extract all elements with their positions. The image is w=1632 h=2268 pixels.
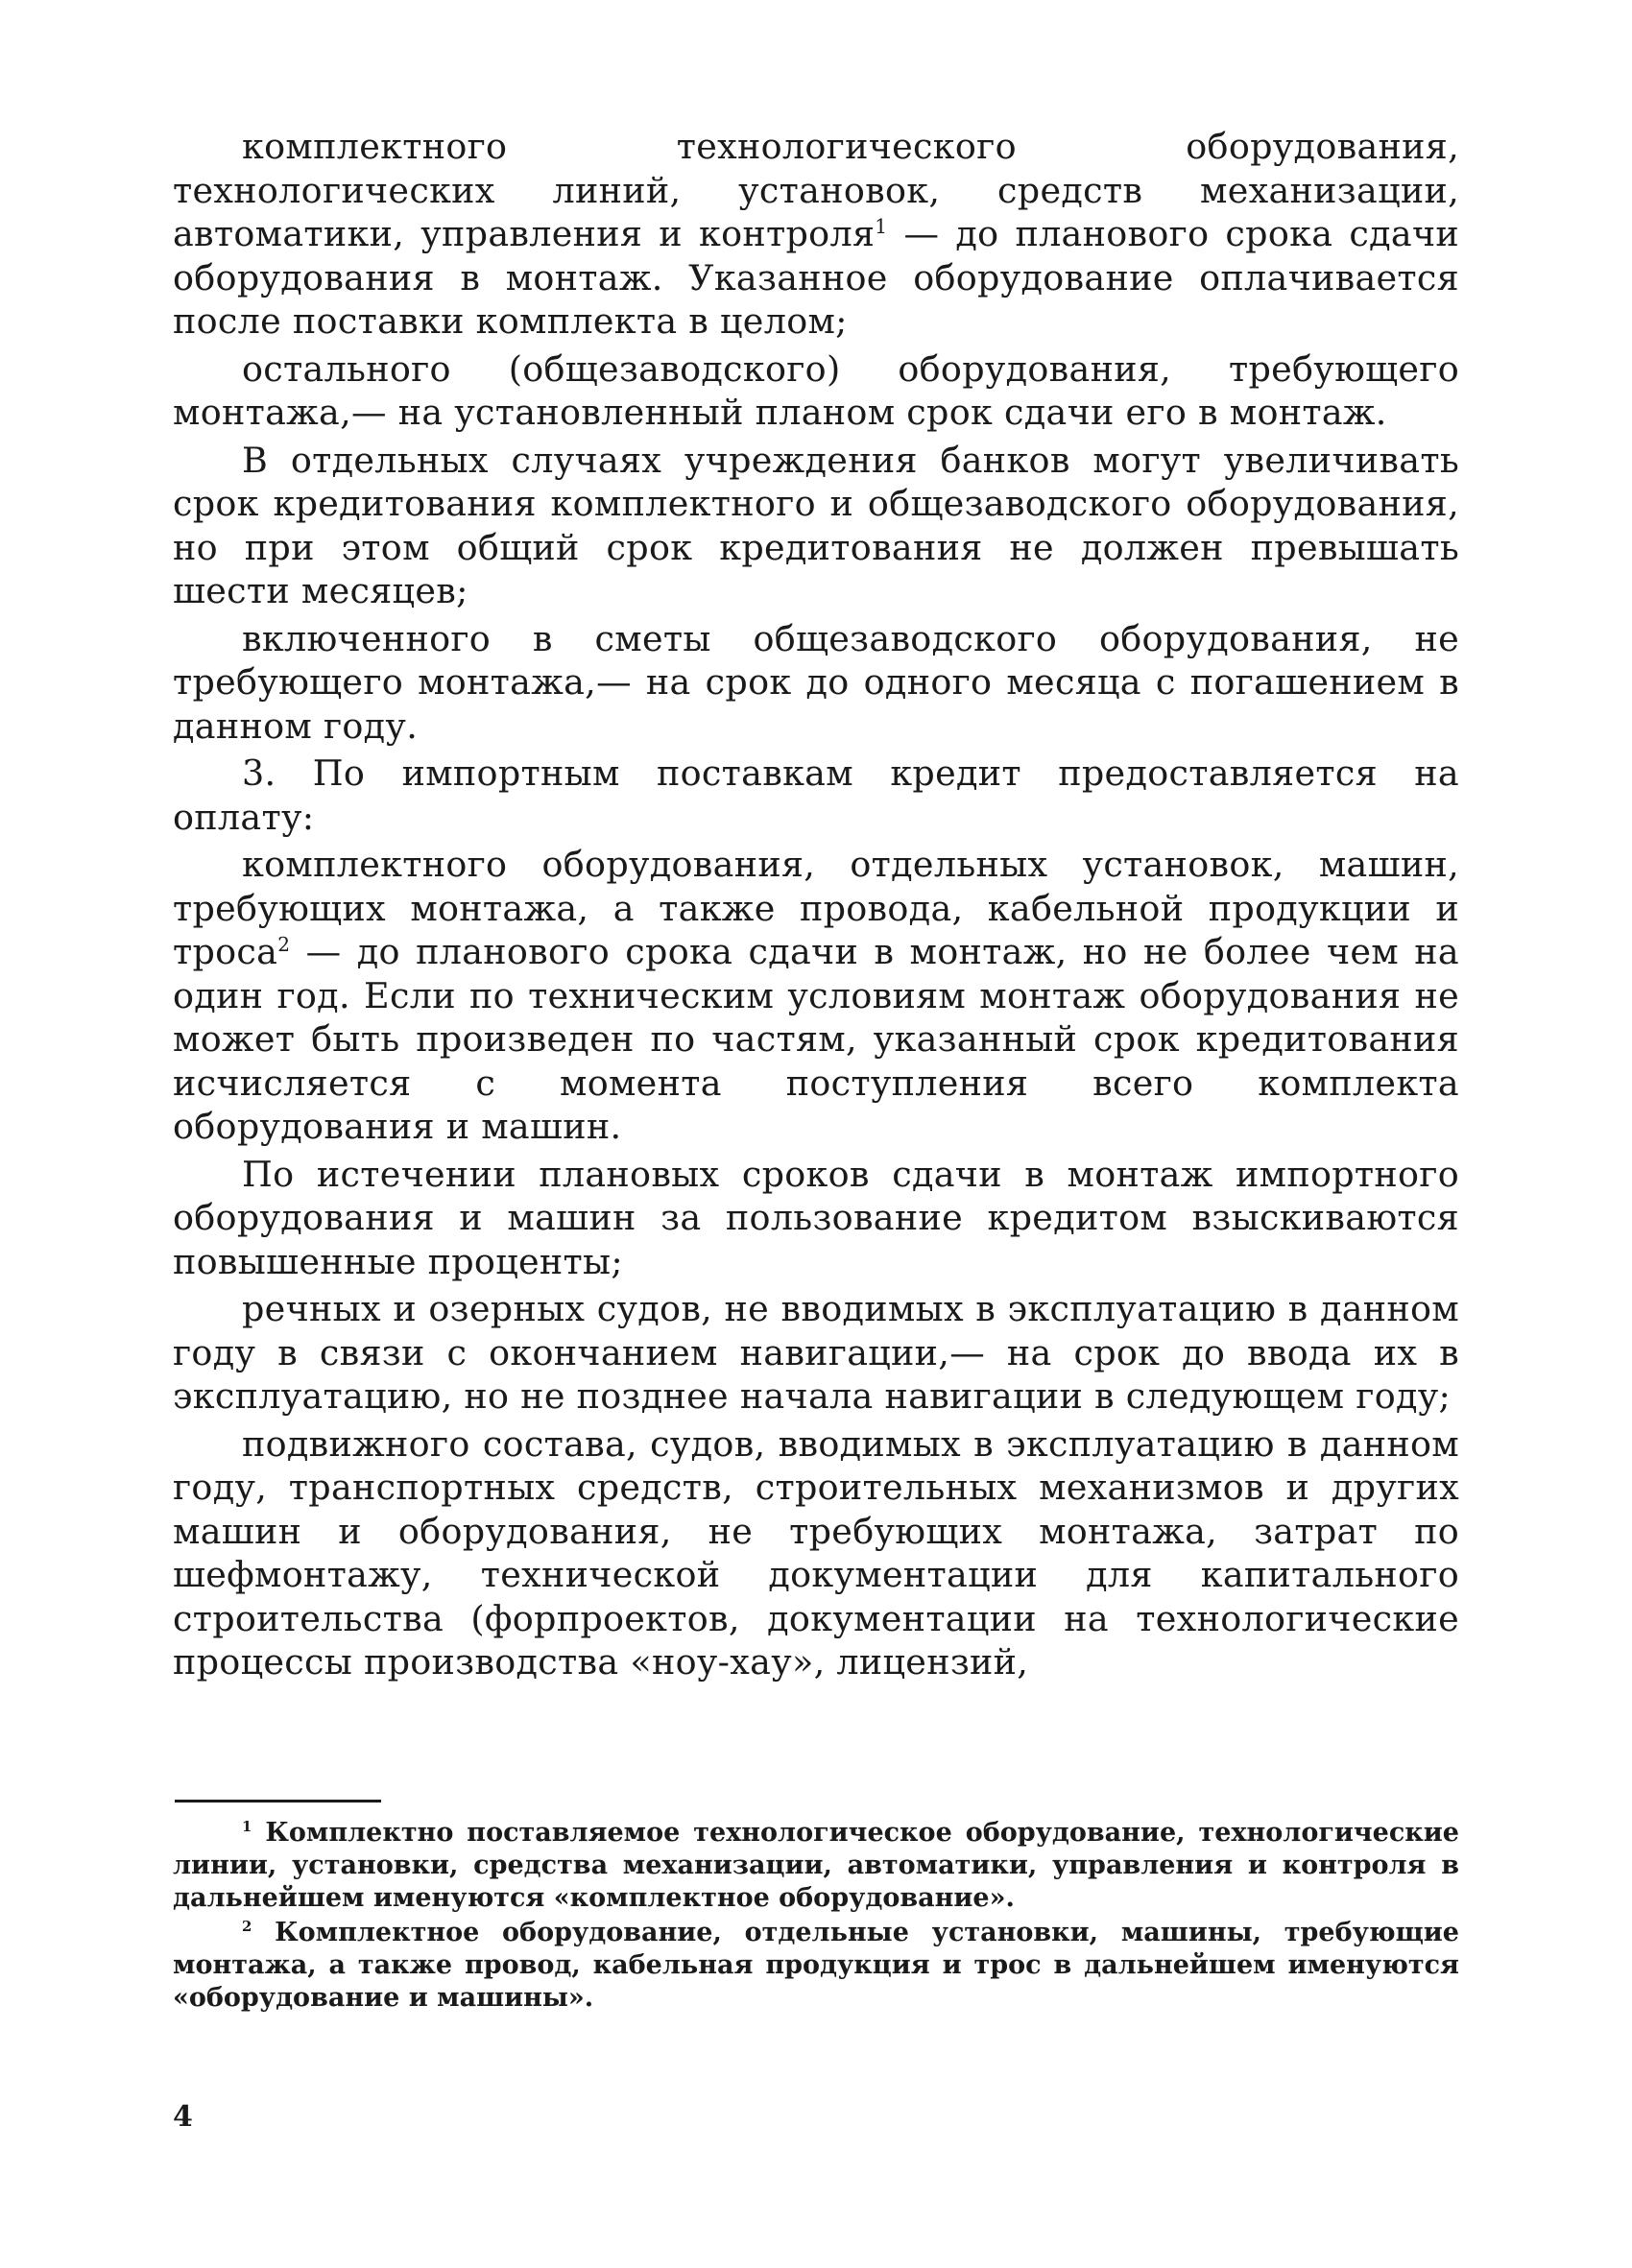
paragraph: остального (общезаводского) оборудования, требующего монтажа,— на установленный планом срок сдачи его в монтаж. <box>173 347 1459 433</box>
body-text <box>173 125 1459 1688</box>
footnote-ref: 2 <box>277 932 291 956</box>
paragraph: 3. По импортным поставкам кредит предоставляется на оплату: <box>173 752 1459 838</box>
page-number: 4 <box>173 2100 193 2134</box>
footnote-separator <box>175 1800 381 1802</box>
footnote: $^2$ Комплектное оборудование, отдельные установки, машины, требующие монтажа, а также провод, кабельная продукция и трос в дальнейшем именуются «оборудование и машины». <box>173 1918 1459 2013</box>
footnotes <box>173 1817 1459 2017</box>
paragraph: подвижного состава, судов, вводимых в эксплуатацию в данном году, транспортных средств, строительных механизмов и других машин и оборудования, не требующих монтажа, затрат по шефмонтажу, технической документации для капитального строительства (форпроектов, документации на технологические процессы производства «ноу-хау», лицензий, <box>173 1422 1459 1683</box>
paragraph: По истечении плановых сроков сдачи в монтаж импортного оборудования и машин за пользование кредитом взыскиваются повышенные проценты; <box>173 1153 1459 1282</box>
footnote-mark: 1 <box>242 1818 252 1835</box>
paragraph: В отдельных случаях учреждения банков могут увеличивать срок кредитования комплектного и общезаводского оборудования, но при этом общий срок кредитования не должен превышать шести месяцев; <box>173 439 1459 611</box>
footnote: $^1$ Комплектно поставляемое технологическое оборудование, технологические линии, установки, средства механизации, автоматики, управления и контроля в дальнейшем именуются «комплектное оборудование». <box>173 1818 1459 1913</box>
footnote-ref: 1 <box>875 214 888 238</box>
paragraph: включенного в сметы общезаводского оборудования, не требующего монтажа,— на срок до одного месяца с погашением в данном году. <box>173 617 1459 747</box>
paragraph: речных и озерных судов, не вводимых в эксплуатацию в данном году в связи с окончанием навигации,— на срок до ввода их в эксплуатацию, но не позднее начала навигации в следующем году; <box>173 1288 1459 1417</box>
paragraph: комплектного технологического оборудования, технологических линий, установок, средств механизации, автоматики, управления и контроля$^1$ — до планового срока сдачи оборудования в монтаж. Указанное оборудование оплачивается после поставки комплекта в целом; <box>173 126 1459 342</box>
footnote-mark: 2 <box>242 1918 252 1935</box>
paragraph: комплектного оборудования, отдельных установок, машин, требующих монтажа, а также провода, кабельной продукции и троса$^2$ — до планового срока сдачи в монтаж, но не более чем на один год. Если по техническим условиям монтаж оборудования не может быть произведен по частям, указанный срок кредитования исчисляется с момента поступления всего комплекта оборудования и машин. <box>173 844 1459 1147</box>
